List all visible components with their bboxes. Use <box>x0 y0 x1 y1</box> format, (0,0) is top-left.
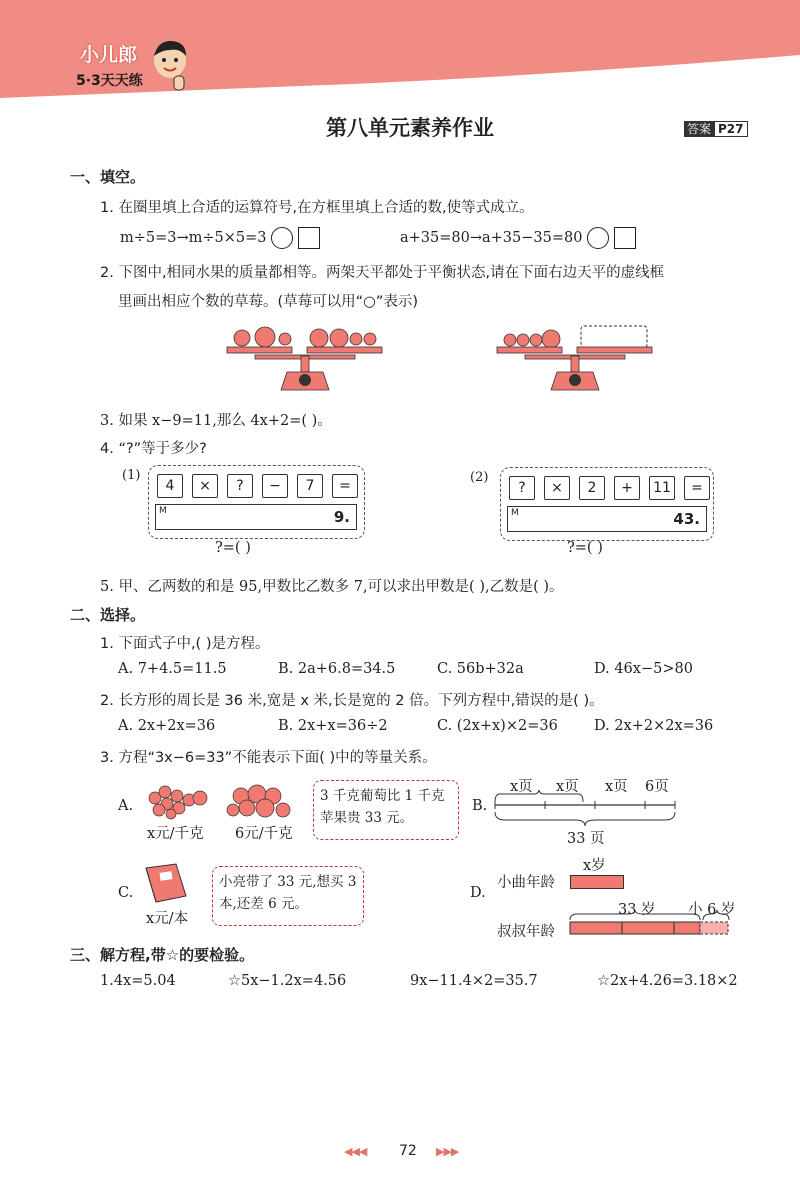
q2-1-text: 1. 下面式子中,( )是方程。 <box>100 636 270 652</box>
operator-circle-b[interactable] <box>587 227 609 249</box>
eq-b-text: a+35=80→a+35−35=80 <box>400 230 583 246</box>
q2-3-opt-b-label[interactable]: B. <box>472 798 488 814</box>
calc1-key-6: = <box>332 474 358 498</box>
calc1-key-1: 4 <box>157 474 183 498</box>
calc2-key-5: 11 <box>649 476 675 500</box>
sub-brand: 5·3天天练 <box>76 73 143 89</box>
q2-1-opt-c[interactable]: C. 56b+32a <box>437 661 524 677</box>
uncle-age-bar-diagram <box>565 910 735 940</box>
xiaoqu-age-label: x岁 <box>583 858 606 874</box>
q1-1-equation-a <box>120 227 320 249</box>
q2-3-text: 3. 方程“3x−6=33”不能表示下面( )中的等量关系。 <box>100 750 437 766</box>
q1-1-equation-b <box>400 227 636 249</box>
q2-2-opt-a[interactable]: A. 2x+2x=36 <box>118 718 216 734</box>
q2-2-opt-b[interactable]: B. 2x+x=36÷2 <box>278 718 388 734</box>
calc2-key-6: = <box>684 476 710 500</box>
number-box-a[interactable] <box>298 227 320 249</box>
q2-1-opt-d[interactable]: D. 46x−5>80 <box>594 661 693 677</box>
book-icon <box>140 862 190 904</box>
segment-label-3: x页 <box>605 779 628 795</box>
equation-1: 1.4x=5.04 <box>100 973 176 989</box>
section-3-heading: 三、解方程,带☆的要检验。 <box>70 946 255 964</box>
q4-part1-num: (1) <box>122 468 141 483</box>
uncle-age-row: 叔叔年龄 <box>497 924 555 940</box>
equation-4: ☆2x+4.26=3.18×2 <box>597 973 738 989</box>
q4-part2-num: (2) <box>470 470 489 485</box>
calc2-key-1: ? <box>509 476 535 500</box>
section-2-heading: 二、选择。 <box>70 606 146 624</box>
q2-3-opt-d-label[interactable]: D. <box>470 885 486 901</box>
calc2-key-2: × <box>544 476 570 500</box>
grape-price: x元/千克 <box>147 826 204 842</box>
calc1-display-value: 9. <box>333 508 350 526</box>
xiaoqu-age-row: 小曲年龄 <box>497 875 555 891</box>
q1-3-text: 3. 如果 x−9=11,那么 4x+2=( )。 <box>100 413 332 429</box>
q4-part1-answer: ?=( ) <box>215 540 251 556</box>
q2-1-opt-b[interactable]: B. 2a+6.8=34.5 <box>278 661 396 677</box>
q1-1-text: 1. 在圈里填上合适的运算符号,在方框里填上合适的数,使等式成立。 <box>100 200 534 216</box>
calc1-key-5: 7 <box>297 474 323 498</box>
calc1-key-4: − <box>262 474 288 498</box>
apple-price: 6元/千克 <box>235 826 293 842</box>
uncle-less-label: 小 6 岁 <box>688 902 736 918</box>
segment-label-4: 6页 <box>645 779 669 795</box>
answer-ref <box>684 120 748 137</box>
q2-3-c-statement: 小亮带了 33 元,想买 3 本,还差 6 元。 <box>212 866 364 926</box>
segment-diagram <box>490 790 680 830</box>
balance-scale-left <box>225 320 385 395</box>
calculator-2 <box>500 467 714 541</box>
q2-3-opt-a-label[interactable]: A. <box>118 798 134 814</box>
number-box-b[interactable] <box>614 227 636 249</box>
prev-page-arrows[interactable]: ◀◀◀ <box>344 1145 367 1158</box>
calc2-key-4: + <box>614 476 640 500</box>
q2-3-a-statement: 3 千克葡萄比 1 千克苹果贵 33 元。 <box>313 780 459 840</box>
next-page-arrows[interactable]: ▶▶▶ <box>436 1145 459 1158</box>
mascot-boy-icon <box>150 38 190 94</box>
q1-4-text: 4. “?”等于多少? <box>100 441 207 457</box>
q1-2-line1: 2. 下图中,相同水果的质量都相等。两架天平都处于平衡状态,请在下面右边天平的虚线框 <box>100 265 665 281</box>
segment-total: 33 页 <box>567 831 605 847</box>
calc2-display-value: 43. <box>673 510 700 528</box>
answer-label: 答案 <box>684 121 714 137</box>
equation-3: 9x−11.4×2=35.7 <box>410 973 538 989</box>
grapes-apples-icon <box>145 778 305 823</box>
uncle-total-label: 33 岁 <box>618 902 656 918</box>
q2-2-opt-d[interactable]: D. 2x+2×2x=36 <box>594 718 714 734</box>
equation-2: ☆5x−1.2x=4.56 <box>228 973 347 989</box>
operator-circle-a[interactable] <box>271 227 293 249</box>
page-title: 第八单元素养作业 <box>326 116 494 140</box>
xiaoqu-age-bar <box>570 875 624 889</box>
calculator-1 <box>148 465 365 539</box>
calc1-key-3: ? <box>227 474 253 498</box>
calc1-memory-label: M <box>159 506 167 516</box>
calc1-key-2: × <box>192 474 218 498</box>
segment-label-1: x页 <box>510 779 533 795</box>
calc2-display <box>507 506 707 532</box>
balance-scale-right <box>495 320 655 395</box>
q4-part2-answer: ?=( ) <box>567 540 603 556</box>
q2-2-text: 2. 长方形的周长是 36 米,宽是 x 米,长是宽的 2 倍。下列方程中,错误的是( )。 <box>100 693 604 709</box>
answer-page: P27 <box>714 121 748 137</box>
eq-a-text: m÷5=3→m÷5×5=3 <box>120 230 267 246</box>
brand-logo: 小儿郎 <box>80 44 138 66</box>
calc1-display <box>155 504 357 530</box>
page-number: 72 <box>399 1143 417 1159</box>
segment-label-2: x页 <box>556 779 579 795</box>
section-1-heading: 一、填空。 <box>70 168 146 186</box>
q1-5-text: 5. 甲、乙两数的和是 95,甲数比乙数多 7,可以求出甲数是( ),乙数是( )。 <box>100 579 564 595</box>
q2-3-opt-c-label[interactable]: C. <box>118 885 134 901</box>
calc2-key-3: 2 <box>579 476 605 500</box>
book-price: x元/本 <box>146 911 189 927</box>
calc2-memory-label: M <box>511 508 519 518</box>
q1-2-line2: 里画出相应个数的草莓。(草莓可以用“○”表示) <box>118 294 418 310</box>
q2-1-opt-a[interactable]: A. 7+4.5=11.5 <box>118 661 227 677</box>
q2-2-opt-c[interactable]: C. (2x+x)×2=36 <box>437 718 558 734</box>
